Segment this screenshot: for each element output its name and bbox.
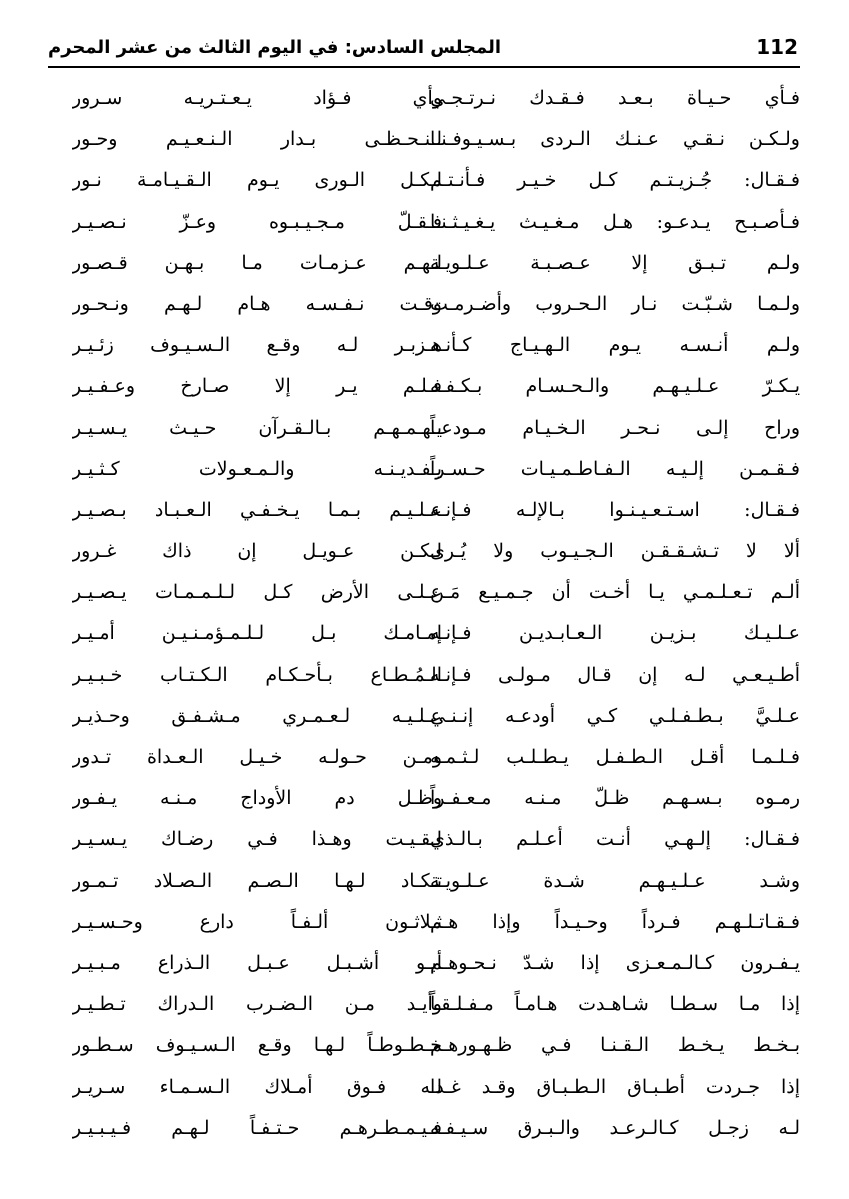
page-number: 112 xyxy=(756,35,798,59)
verse-line: لـقـيـت وهـذا فـي رضـاك يـسـيـر xyxy=(72,828,442,851)
verse-line: فـقـال: جُـزيـتـم كـل خـيـر فـأنـتـم xyxy=(430,169,800,192)
verse-line: وقـت نـفـسـه هـام لـهـم ونـحـور xyxy=(72,292,442,315)
verse-line: ولـم تـبـق إلا عـصـبـة عـلـويـة xyxy=(430,251,800,274)
verse-line: وأي فـؤاد يـعـتـريـه سـرور xyxy=(72,87,442,109)
verse-line: لـكـن عـويـل إن ذاك غـرور xyxy=(72,540,442,563)
verse-line: ألا لا تـشـقـقـن الـجـيـوب ولا يُـرى xyxy=(430,540,800,563)
verse-line: أطـيـعـي لـه إن قـال مـولـى فـإنـه xyxy=(430,663,800,686)
verse-line: وظـل دم الأوداج مـنـه يـفـور xyxy=(72,787,442,810)
verse-line: فـلـم يـر إلا صـارخ وعـفـيـر xyxy=(72,375,442,398)
verse-line: لـه فـوق أمـلاك الـسـمـاء سـريـر xyxy=(72,1075,442,1098)
verse-line: وراح إلـى نـحـر الـخـيـام مـودعـاً xyxy=(430,416,800,439)
verse-line: إمـامـك بـل لـلـمـؤمـنـيـن أمـيـر xyxy=(72,622,442,645)
verse-line: بـخـط يـخـط الـقـنـا فـي ظـهـورهـم xyxy=(430,1034,800,1057)
verse-line: عـلـيَّ بـطـفـلـي كـي أودعـه إنـنـي xyxy=(430,704,800,727)
verse-line: ولـكـن نـقـي عـنـك الـردى بـسـيـوفـنـا xyxy=(430,128,800,151)
verse-line: ألـم تـعـلـمـي يـا أخـت أن جـمـيـع مَـن xyxy=(430,581,800,604)
header-rule xyxy=(48,66,800,68)
verse-line: رمـوه بـسـهـم ظـلّ مـنـه مـعـفـراً xyxy=(430,787,800,810)
verse-line: هـزبـر لـه وقـع الـسـيـوف زئـيـر xyxy=(72,334,442,357)
verse-line: ومـن حـولـه خـيـل الـعـداة تـدور xyxy=(72,746,442,768)
verse-line: لـنـحـظـى بـدار الـنـعـيـم وحـور xyxy=(72,128,442,151)
verse-line: لـكـل الـورى يـوم الـقـيـامـة نـور xyxy=(72,169,442,192)
verse-line: فـقـاتـلـهـم فـرداً وحـيـداً وإذا هـم xyxy=(430,910,800,933)
verse-line: ثـلاثـون ألـفـاً دارع وحـسـيـر xyxy=(72,910,442,933)
verse-line: فـقـال: إلـهـي أنـت أعـلـم بـالـذي xyxy=(430,828,800,851)
verse-line: فـأصـبـح يـدعـو: هـل مـغـيـث يـغـيـثـنـا xyxy=(430,210,800,233)
verse-line: فـلـمـا أقـل الـطـفـل يـطـلـب لـثـمـه xyxy=(430,746,800,768)
verse-line: عـلـيـه لـعـمـري مـشـفـق وحـذيـر xyxy=(72,704,442,727)
verse-line: يـفـديـنـه والـمـعـولات كـثـيـر xyxy=(72,457,442,480)
verse-line: أبـو أشـبـل عـبـل الـذراع مـبـيـر xyxy=(72,951,442,974)
verse-line: إذا مـا سـطـا شـاهـدت هـامـاً مـفـلـقـاً xyxy=(430,993,800,1016)
poem-right-column xyxy=(430,78,800,1158)
verse-line: يـفـرون كـالـمـعـزى إذا شـدّ نـحـوهـم xyxy=(430,951,800,974)
verse-line: فـأي حـيـاة بـعـد فـقـدك نـرتـجـي xyxy=(430,87,800,109)
verse-line: عـلـيـك بـزيـن الـعـابـديـن فـإنـه xyxy=(430,622,800,645)
running-title: المجلس السادس: في اليوم الثالث من عشر المحرم xyxy=(48,36,502,58)
verse-line: يـكـرّ عـلـيـهـم والـحـسـام بـكـفـه xyxy=(430,375,800,398)
verse-line: فـقـمـن إلـيـه الـفـاطـمـيـات حـسـراً xyxy=(430,457,800,480)
verse-line: تـكـاد لـهـا الـصـم الـصـلاد تـمـور xyxy=(72,869,442,892)
verse-line: ولـم أنـسـه يـوم الـهـيـاج كـأنـه xyxy=(430,334,800,357)
verse-line: وأيـد مـن الـضـرب الـدراك تـطـيـر xyxy=(72,993,442,1016)
verse-line: إذا جـردت أطـبـاق الـطـبـاق وقـد غـدا xyxy=(430,1075,800,1098)
verse-line: فـقـال: اسـتـعـيـنـوا بـالإلـه فـإنـه xyxy=(430,498,800,521)
verse-line: عـلـى الأرض كـل لـلـمـمـات يـصـيـر xyxy=(72,581,442,604)
verse-line: وشـد عـلـيـهـم شـدة عـلـويـة xyxy=(430,869,800,892)
verse-line: الـمُـطـاع بـأحـكـام الـكـتـاب خـبـيـر xyxy=(72,663,442,686)
verse-line: فـقـلّ مـجـيـبـوه وعـزّ نـصـيـر xyxy=(72,210,442,233)
verse-line: لـهـم عـزمـات مـا بـهـن قـصـور xyxy=(72,251,442,274)
page-header xyxy=(48,30,800,64)
verse-line: فـيـمـطـرهـم حـتـفـاً لـهـم فـيـبـيـر xyxy=(72,1116,442,1139)
verse-line: خـطـوطـاً لـهـا وقـع الـسـيـوف سـطـور xyxy=(72,1034,442,1057)
verse-line: يـهـمـهـم بـالـقـرآن حـيـث يـسـيـر xyxy=(72,416,442,439)
verse-line: لـه زجـل كـالـرعـد والـبـرق سـيـفـه xyxy=(430,1116,800,1139)
poem-left-column xyxy=(72,78,442,1158)
verse-line: عـلـيـم بـمـا يـخـفـي الـعـبـاد بـصـيـر xyxy=(72,498,442,521)
verse-line: ولـمـا شـبّـت نـار الـحـروب وأضـرمـت xyxy=(430,292,800,315)
